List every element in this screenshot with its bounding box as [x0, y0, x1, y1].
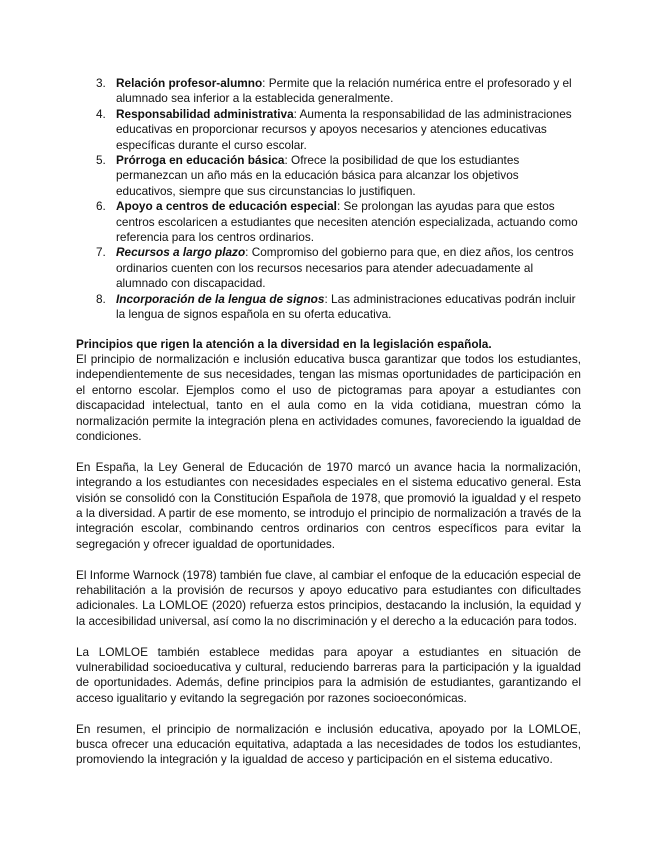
list-item — [76, 292, 581, 323]
list-number: 5. — [96, 153, 106, 168]
paragraph: El principio de normalización e inclusión educativa busca garantizar que todos los estudiantes, independientemente de sus necesidades, tengan las mismas oportunidades de participación en el entorno escolar. Ejemplos como el uso de pictogramas para apoyar a estudiantes con discapacidad intelectual, tanto en el aula como en la vida cotidiana, muestran cómo la normalización permite la integración plena en actividades comunes, favoreciendo la igualdad de condiciones. — [76, 351, 581, 443]
list-term: Responsabilidad administrativa — [116, 106, 294, 121]
list-item — [76, 76, 581, 107]
list-term: Prórroga en educación básica — [116, 153, 285, 168]
list-text: : Compromiso del gobierno para que, en diez años, los centros ordinarios cuenten con los recursos necesarios para atender adecuadamente al alumnado con discapacidad. — [116, 245, 574, 291]
list-number: 6. — [96, 199, 106, 214]
paragraph: El Informe Warnock (1978) también fue clave, al cambiar el enfoque de la educación especial de rehabilitación a la provisión de recursos y apoyo educativo para estudiantes con dificultades adicionales. La LOMLOE (2020) refuerza estos principios, destacando la inclusión, la equidad y la accesibilidad universal, así como la no discriminación y el derecho a la educación para todos. — [76, 567, 581, 628]
numbered-list — [76, 76, 581, 323]
paragraph: En España, la Ley General de Educación de 1970 marcó un avance hacia la normalización, integrando a los estudiantes con necesidades especiales en el sistema educativo general. Esta visión se consolidó con la Constitución Española de 1978, que promovió la igualdad y el respeto a la diversidad. A partir de ese momento, se introdujo el principio de normalización a través de la integración escolar, combinando centros ordinarios con centros específicos para evitar la segregación y ofrecer igualdad de oportunidades. — [76, 459, 581, 551]
list-item — [76, 107, 581, 153]
list-item — [76, 199, 581, 245]
list-term: Relación profesor-alumno — [116, 76, 263, 90]
list-term: Incorporación de la lengua de signos — [116, 291, 325, 306]
paragraph: En resumen, el principio de normalización e inclusión educativa, apoyado por la LOMLOE, busca ofrecer una educación equitativa, adaptada a las necesidades de todos los estudiantes, promoviendo la integración y la igualdad de acceso y participación en el sistema educativo. — [76, 721, 581, 767]
list-item — [76, 153, 581, 199]
list-text: : Las administraciones educativas podrán incluir la lengua de signos española en su oferta educativa. — [116, 291, 576, 322]
paragraph: La LOMLOE también establece medidas para apoyar a estudiantes en situación de vulnerabilidad socioeducativa y cultural, reduciendo barreras para la participación y la igualdad de oportunidades. Además, define principios para la admisión de estudiantes, garantizando el acceso igualitario y evitando la segregación por razones socioeconómicas. — [76, 644, 581, 705]
list-item — [76, 245, 581, 291]
list-text: : Permite que la relación numérica entre el profesorado y el alumnado sea inferior a la establecida generalmente. — [116, 76, 572, 106]
list-number: 8. — [96, 291, 106, 306]
list-number: 3. — [96, 76, 106, 90]
list-text: : Ofrece la posibilidad de que los estudiantes permanezcan un año más en la educación básica para alcanzar los objetivos educativos, siempre que sus circunstancias lo justifiquen. — [116, 153, 520, 198]
list-number: 4. — [96, 106, 106, 121]
list-number: 7. — [96, 245, 106, 260]
list-text: : Aumenta la responsabilidad de las administraciones educativas en proporcionar recursos y apoyos necesarios y atenciones educativas específicas durante el curso escolar. — [116, 106, 572, 152]
section-heading: Principios que rigen la atención a la diversidad en la legislación española. — [76, 336, 492, 351]
list-term: Apoyo a centros de educación especial — [116, 199, 337, 214]
list-text: : Se prolongan las ayudas para que estos centros escolaricen a estudiantes que necesiten atención especializada, actuando como referencia para los centros ordinarios. — [116, 199, 578, 245]
list-term: Recursos a largo plazo — [116, 245, 246, 260]
